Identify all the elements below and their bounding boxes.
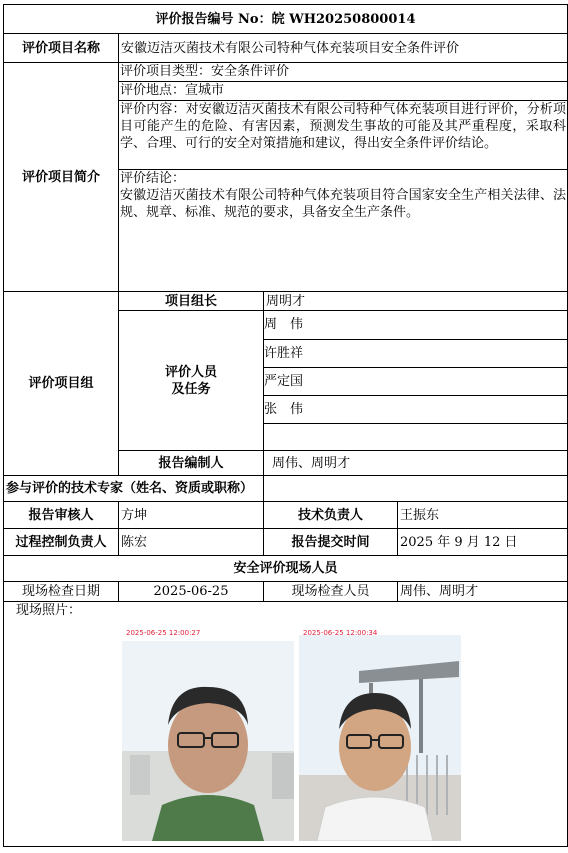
members-list	[264, 311, 567, 450]
member-row: 张 伟	[264, 395, 567, 423]
site-personnel-title: 安全评价现场人员	[4, 556, 568, 582]
photos-area	[4, 619, 567, 846]
site-photo-1	[122, 625, 294, 841]
conclusion: 安徽迈洁灭菌技术有限公司特种气体充装项目符合国家安全生产相关法律、法规、规章、标准、规范的要求，具备安全生产条件。	[120, 188, 566, 220]
project-name-label: 评价项目名称	[4, 34, 119, 63]
photos-label: 现场照片：	[16, 603, 82, 618]
members-label-line1: 评价人员	[164, 364, 217, 380]
evaluation-record-table	[3, 4, 568, 847]
compiler-label: 报告编制人	[119, 451, 264, 476]
submit-time-label: 报告提交时间	[264, 529, 398, 556]
leader-name: 周明才	[264, 292, 568, 311]
report-number: 评价报告编号 No：皖 WH20250800014	[4, 5, 568, 34]
reviewer-name: 方坤	[119, 502, 264, 529]
member-row: 许胜祥	[264, 339, 567, 367]
project-content: 评价内容：对安徽迈洁灭菌技术有限公司特种气体充装项目进行评价，分析项目可能产生的危险、有害因素，预测发生事故的可能及其严重程度，采取科学、合理、可行的安全对策措施和建议，得出安全条件评价结论。	[119, 101, 567, 170]
project-name: 安徽迈洁灭菌技术有限公司特种气体充装项目安全条件评价	[119, 34, 568, 63]
member-row: 严定国	[264, 367, 567, 395]
process-control-name: 陈宏	[119, 529, 264, 556]
members-label-line2: 及任务	[171, 381, 211, 397]
site-people: 周伟、周明才	[398, 582, 568, 602]
site-photo-2-image	[299, 625, 461, 841]
tech-lead-label: 技术负责人	[264, 502, 398, 529]
photo-1-timestamp: 2025-06-25 12:00:27	[126, 629, 201, 637]
photo-2-timestamp: 2025-06-25 12:00:34	[303, 629, 378, 637]
team-label: 评价项目组	[4, 292, 119, 476]
tech-lead-name: 王振东	[398, 502, 568, 529]
site-photo-2	[299, 625, 461, 841]
project-intro	[119, 63, 568, 292]
experts-value	[264, 476, 568, 502]
compiler-names: 周伟、周明才	[264, 451, 568, 476]
site-date: 2025-06-25	[119, 582, 264, 602]
reviewer-label: 报告审核人	[4, 502, 119, 529]
submit-date: 2025 年 9 月 12 日	[398, 529, 568, 556]
site-photo-1-image	[122, 625, 294, 841]
site-date-label: 现场检查日期	[4, 582, 119, 602]
experts-label: 参与评价的技术专家（姓名、资质或职称）	[4, 476, 264, 502]
process-control-label: 过程控制负责人	[4, 529, 119, 556]
member-row: 周 伟	[264, 311, 567, 339]
site-photos-cell	[4, 602, 568, 847]
members-label	[119, 311, 264, 451]
site-people-label: 现场检查人员	[264, 582, 398, 602]
project-intro-label: 评价项目简介	[4, 63, 119, 292]
member-row	[264, 423, 567, 450]
project-location: 评价地点：宣城市	[119, 82, 567, 101]
conclusion-label: 评价结论：	[120, 171, 186, 186]
leader-label: 项目组长	[119, 292, 264, 311]
project-type: 评价项目类型：安全条件评价	[119, 63, 567, 82]
members-cell	[264, 311, 568, 451]
